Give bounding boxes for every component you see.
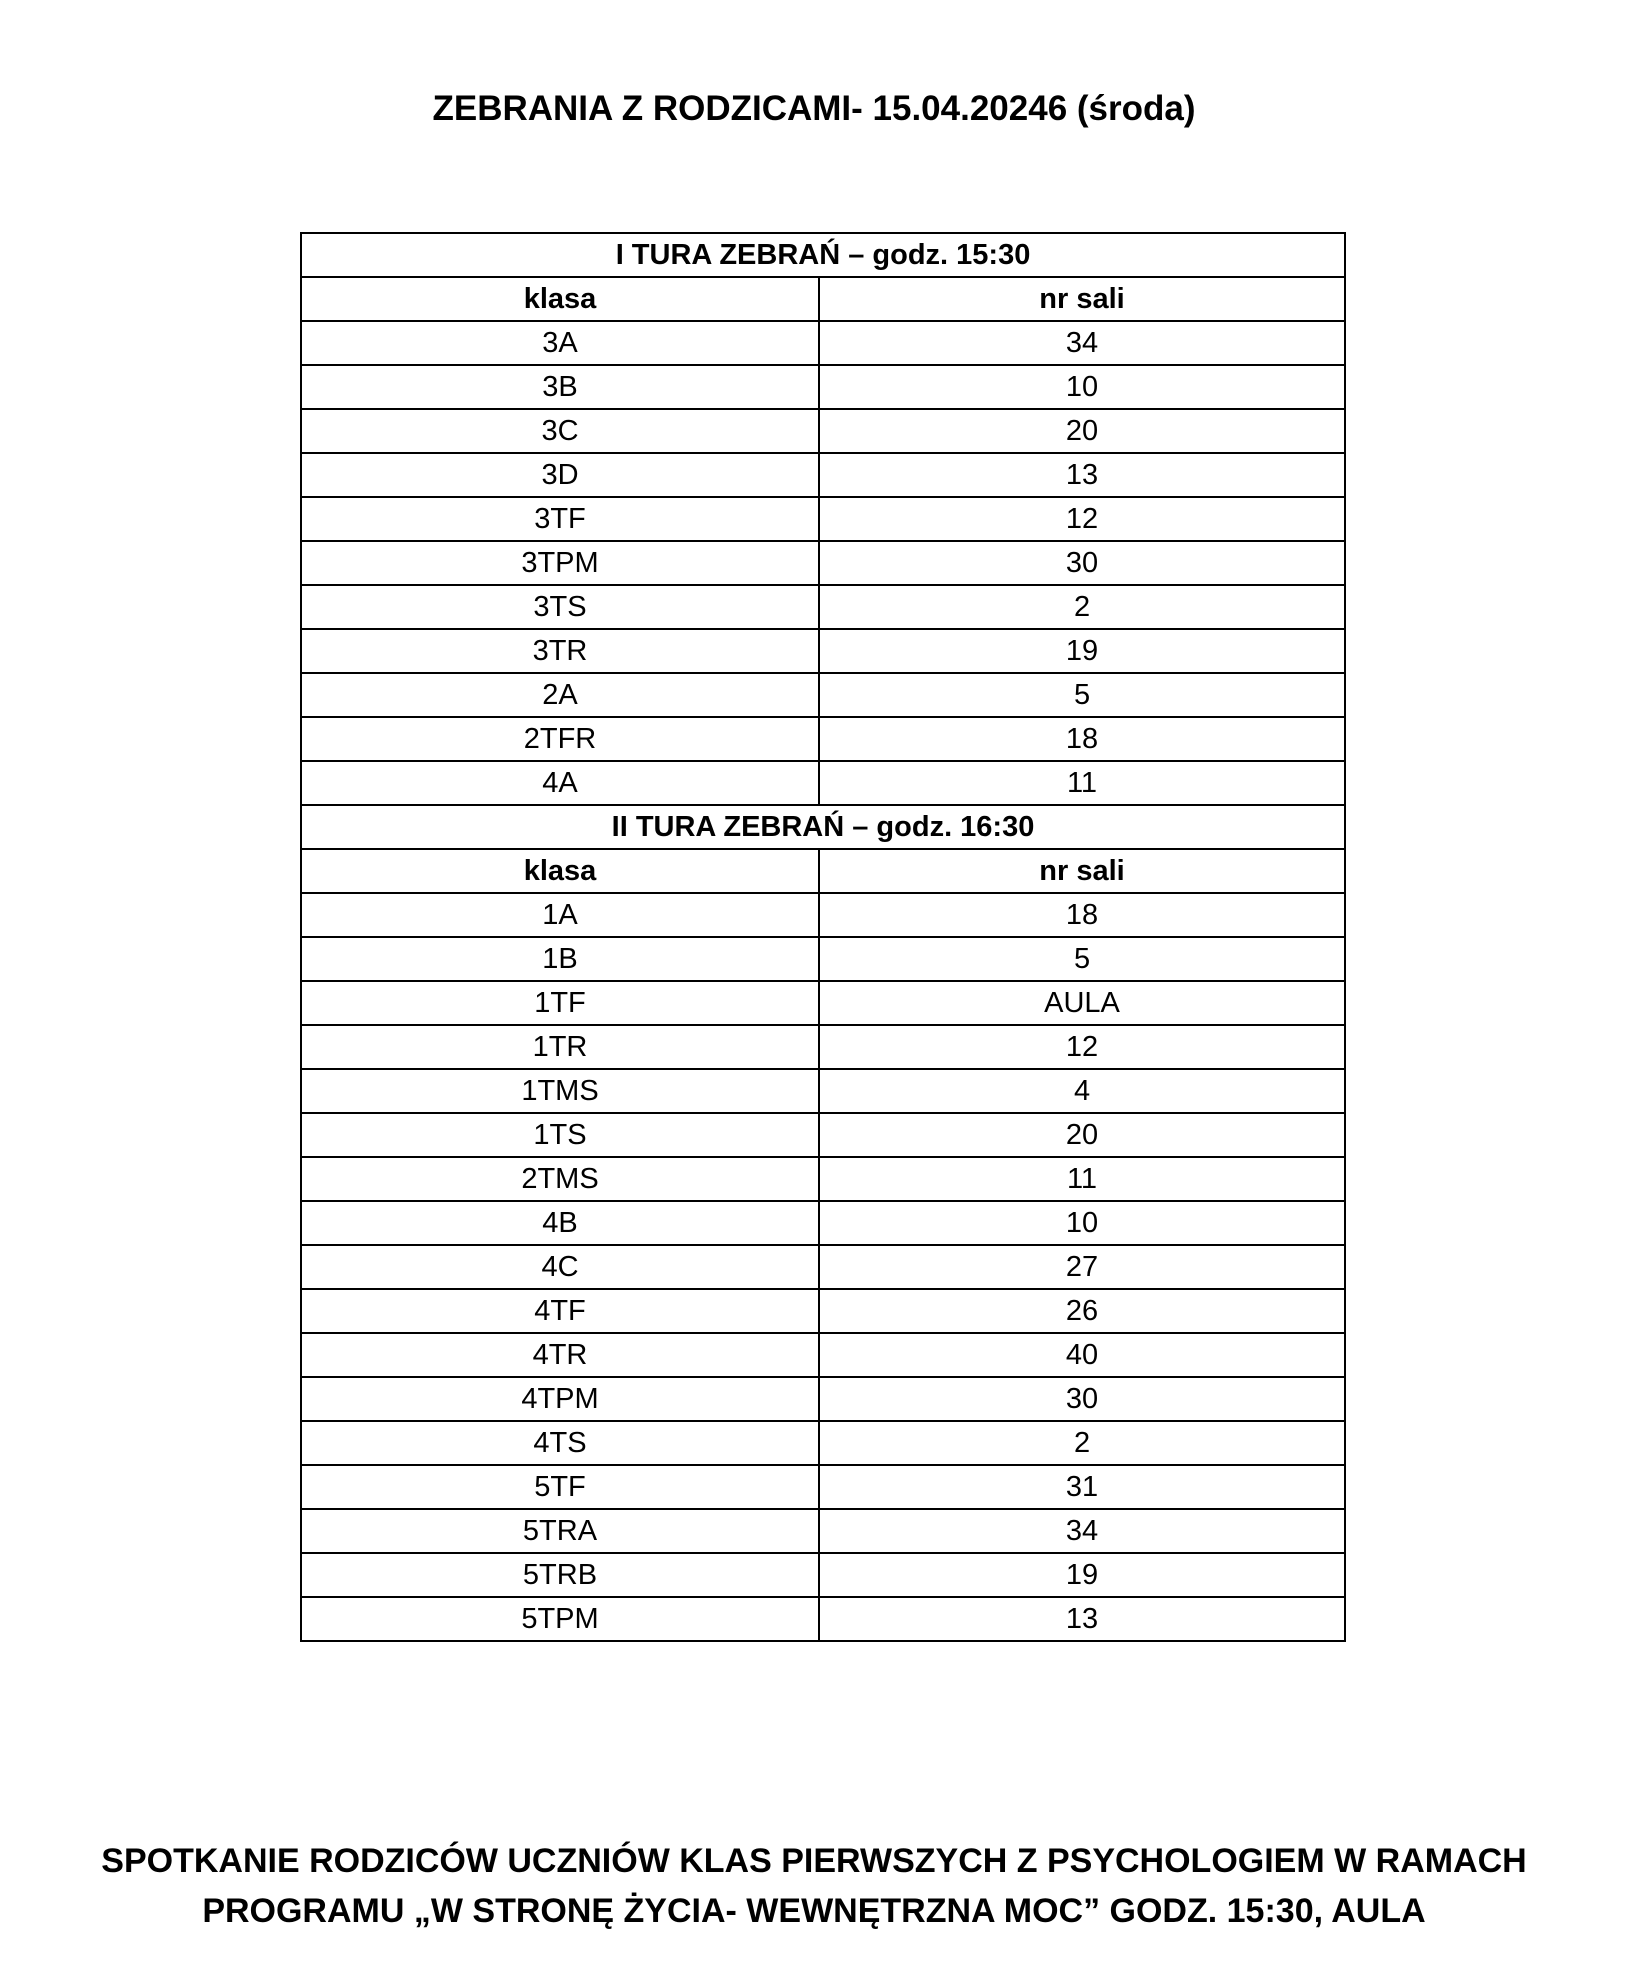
room-cell: 31 — [819, 1465, 1345, 1509]
class-cell: 1TS — [301, 1113, 819, 1157]
table-row — [301, 1201, 1345, 1245]
room-cell: 34 — [819, 321, 1345, 365]
table-row — [301, 409, 1345, 453]
room-cell: 19 — [819, 1553, 1345, 1597]
class-cell: 2TFR — [301, 717, 819, 761]
room-cell: 13 — [819, 1597, 1345, 1641]
class-cell: 3TPM — [301, 541, 819, 585]
table-row — [301, 761, 1345, 805]
table-row — [301, 717, 1345, 761]
room-cell: 12 — [819, 1025, 1345, 1069]
footer-line-1: SPOTKANIE RODZICÓW UCZNIÓW KLAS PIERWSZYCH Z PSYCHOLOGIEM W RAMACH — [101, 1842, 1527, 1880]
table-row — [301, 1113, 1345, 1157]
class-cell: 1B — [301, 937, 819, 981]
class-cell: 5TRB — [301, 1553, 819, 1597]
table-row — [301, 453, 1345, 497]
meeting-schedule-table — [300, 232, 1346, 1642]
column-header-sala: nr sali — [819, 849, 1345, 893]
table-row — [301, 673, 1345, 717]
class-cell: 4TF — [301, 1289, 819, 1333]
table-row — [301, 1377, 1345, 1421]
room-cell: 13 — [819, 453, 1345, 497]
class-cell: 4TS — [301, 1421, 819, 1465]
room-cell: 30 — [819, 541, 1345, 585]
class-cell: 3C — [301, 409, 819, 453]
table-row — [301, 1025, 1345, 1069]
class-cell: 1A — [301, 893, 819, 937]
class-cell: 4TR — [301, 1333, 819, 1377]
round2-header: II TURA ZEBRAŃ – godz. 16:30 — [301, 805, 1345, 849]
table-row — [301, 497, 1345, 541]
table-row — [301, 893, 1345, 937]
table-row — [301, 585, 1345, 629]
table-row — [301, 321, 1345, 365]
class-cell: 3TF — [301, 497, 819, 541]
room-cell: 5 — [819, 673, 1345, 717]
room-cell: 30 — [819, 1377, 1345, 1421]
room-cell: 20 — [819, 409, 1345, 453]
class-cell: 2A — [301, 673, 819, 717]
room-cell: 11 — [819, 761, 1345, 805]
table-row — [301, 1069, 1345, 1113]
column-header-sala: nr sali — [819, 277, 1345, 321]
table-row — [301, 1421, 1345, 1465]
class-cell: 3TS — [301, 585, 819, 629]
table-row — [301, 1509, 1345, 1553]
room-cell: 2 — [819, 585, 1345, 629]
room-cell: 26 — [819, 1289, 1345, 1333]
table-row — [301, 629, 1345, 673]
room-cell: 18 — [819, 893, 1345, 937]
class-cell: 5TRA — [301, 1509, 819, 1553]
room-cell: 34 — [819, 1509, 1345, 1553]
class-cell: 1TF — [301, 981, 819, 1025]
table-row — [301, 1333, 1345, 1377]
table-row — [301, 1553, 1345, 1597]
class-cell: 4A — [301, 761, 819, 805]
column-header-klasa: klasa — [301, 849, 819, 893]
room-cell: 40 — [819, 1333, 1345, 1377]
class-cell: 1TMS — [301, 1069, 819, 1113]
footer-line-2: PROGRAMU „W STRONĘ ŻYCIA- WEWNĘTRZNA MOC” GODZ. 15:30, AULA — [202, 1892, 1426, 1930]
round2-header-row — [301, 805, 1345, 849]
class-cell: 3B — [301, 365, 819, 409]
round1-header-row — [301, 233, 1345, 277]
table-row — [301, 365, 1345, 409]
psychologist-meeting-note — [0, 1836, 1628, 1936]
class-cell: 2TMS — [301, 1157, 819, 1201]
schedule-table-body — [301, 233, 1345, 1641]
class-cell: 4B — [301, 1201, 819, 1245]
table-row — [301, 937, 1345, 981]
table-row — [301, 1289, 1345, 1333]
column-header-klasa: klasa — [301, 277, 819, 321]
document-title: ZEBRANIA Z RODZICAMI- 15.04.20246 (środa) — [432, 89, 1196, 128]
class-cell: 4C — [301, 1245, 819, 1289]
class-cell: 3D — [301, 453, 819, 497]
room-cell: 18 — [819, 717, 1345, 761]
round1-column-header-row — [301, 277, 1345, 321]
table-row — [301, 1465, 1345, 1509]
class-cell: 5TF — [301, 1465, 819, 1509]
room-cell: 11 — [819, 1157, 1345, 1201]
room-cell: 20 — [819, 1113, 1345, 1157]
class-cell: 3A — [301, 321, 819, 365]
room-cell: 10 — [819, 365, 1345, 409]
room-cell: 5 — [819, 937, 1345, 981]
table-row — [301, 1157, 1345, 1201]
table-row — [301, 1597, 1345, 1641]
room-cell: AULA — [819, 981, 1345, 1025]
room-cell: 4 — [819, 1069, 1345, 1113]
table-row — [301, 541, 1345, 585]
class-cell: 3TR — [301, 629, 819, 673]
round1-header: I TURA ZEBRAŃ – godz. 15:30 — [301, 233, 1345, 277]
round2-column-header-row — [301, 849, 1345, 893]
room-cell: 19 — [819, 629, 1345, 673]
room-cell: 12 — [819, 497, 1345, 541]
room-cell: 27 — [819, 1245, 1345, 1289]
room-cell: 2 — [819, 1421, 1345, 1465]
room-cell: 10 — [819, 1201, 1345, 1245]
table-row — [301, 1245, 1345, 1289]
class-cell: 4TPM — [301, 1377, 819, 1421]
table-row — [301, 981, 1345, 1025]
class-cell: 5TPM — [301, 1597, 819, 1641]
class-cell: 1TR — [301, 1025, 819, 1069]
